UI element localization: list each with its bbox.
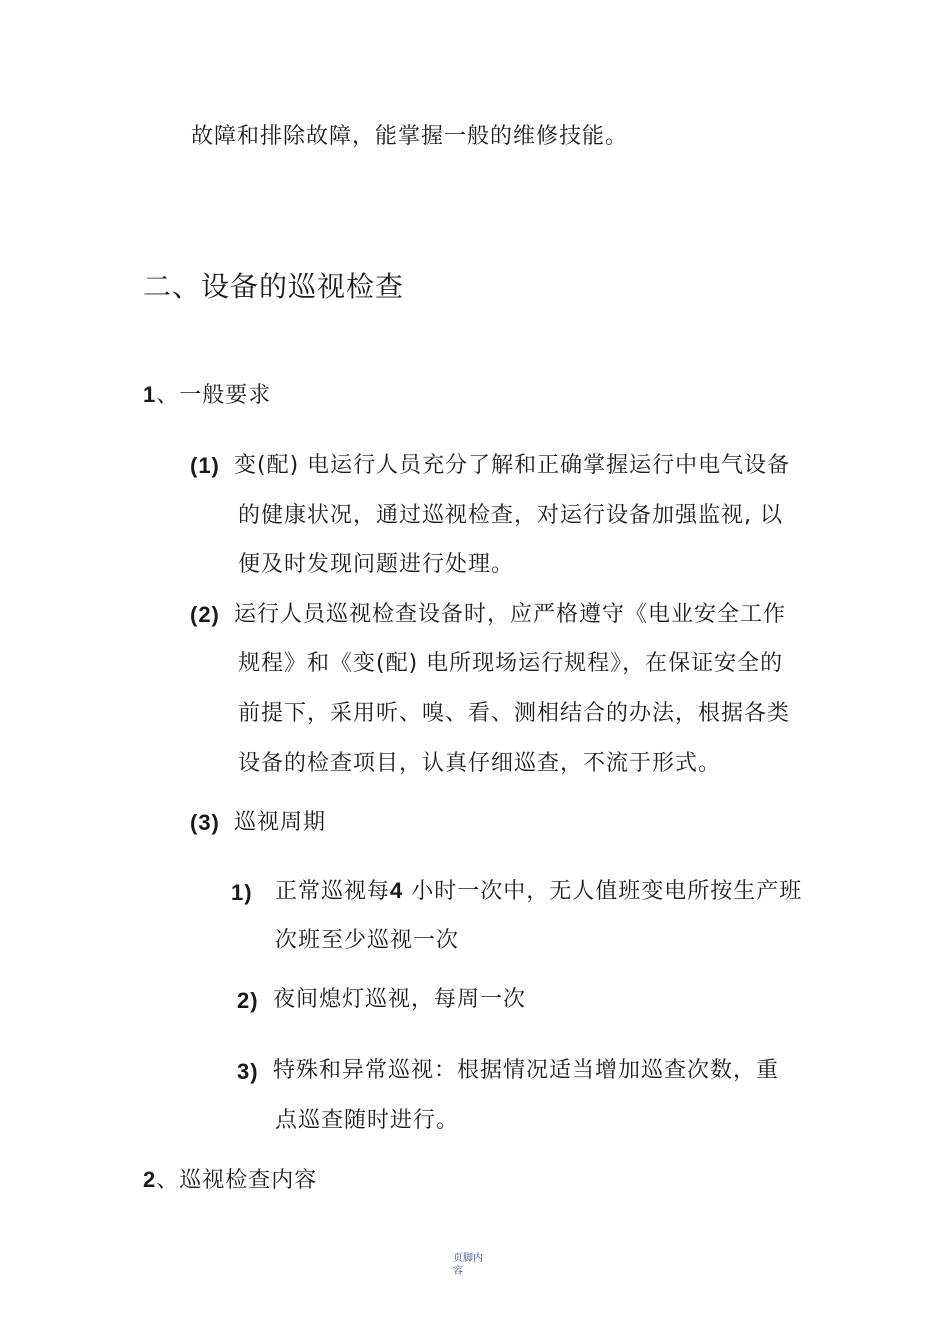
section-title: 二、设备的巡视检查	[143, 270, 405, 303]
subsection-2-number: 2	[143, 1167, 157, 1192]
subitem-1-line-1: 正常巡视每4 小时一次中，无人值班变电所按生产班	[275, 878, 803, 904]
subsection-1-title: 、一般要求	[156, 383, 272, 408]
subitem-1-number: 1)	[231, 880, 253, 905]
subitem-3-number: 3)	[237, 1059, 259, 1084]
item-2-line-4: 设备的检查项目，认真仔细巡查，不流于形式。	[238, 751, 722, 776]
page-footer	[453, 1252, 493, 1278]
footer-line-2: 容	[453, 1266, 463, 1277]
subitem-3-line-1: 特殊和异常巡视：根据情况适当增加巡查次数，重	[273, 1058, 780, 1083]
item-2-line-2: 规程》和《变(配) 电所现场运行规程》，在保证安全的	[238, 651, 784, 676]
subitem-3-line-2: 点巡查随时进行。	[275, 1108, 460, 1133]
subitem-2-number: 2)	[237, 988, 259, 1013]
footer-line-1: 页脚内	[453, 1253, 483, 1264]
intro-tail-text: 故障和排除故障，能掌握一般的维修技能。	[191, 124, 629, 149]
item-3-number: (3)	[190, 810, 220, 835]
subitem-1-line-2: 次班至少巡视一次	[275, 928, 460, 953]
subitem-1-hours-number: 4	[390, 878, 404, 903]
item-2-line-3: 前提下，采用听、嗅、看、测相结合的办法，根据各类	[238, 701, 791, 726]
item-3-title: 巡视周期	[234, 810, 327, 835]
item-1-number: (1)	[190, 453, 220, 478]
subsection-2-title: 、巡视检查内容	[156, 1168, 318, 1193]
item-1-line-3: 便及时发现问题进行处理。	[238, 552, 515, 577]
subsection-1-heading	[143, 381, 271, 410]
subitem-2-text: 夜间熄灯巡视，每周一次	[273, 987, 527, 1012]
subsection-2-heading	[143, 1166, 317, 1195]
item-2-line-1: 运行人员巡视检查设备时，应严格遵守《电业安全工作	[234, 602, 787, 627]
item-2-number: (2)	[190, 602, 220, 627]
item-1-line-2: 的健康状况，通过巡视检查，对运行设备加强监视, 以	[238, 503, 783, 528]
item-1-line-1: 变(配) 电运行人员充分了解和正确掌握运行中电气设备	[234, 453, 791, 478]
subsection-1-number: 1	[143, 382, 157, 407]
